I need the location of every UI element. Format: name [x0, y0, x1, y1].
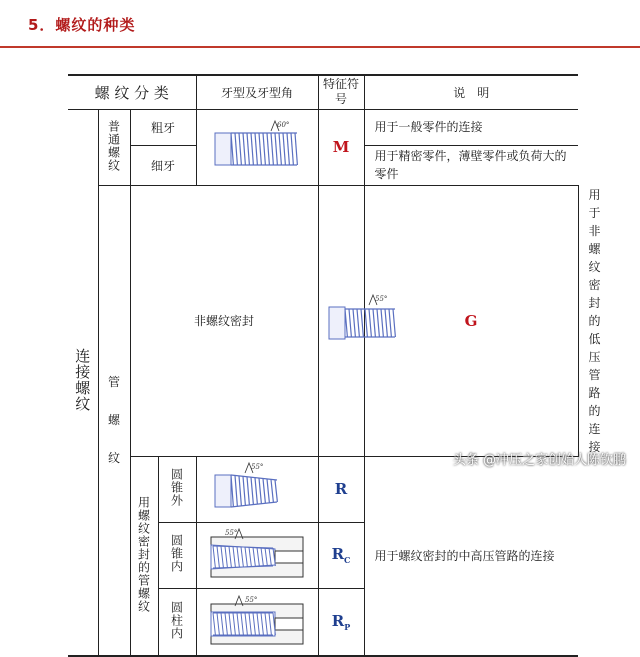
group-pipe-bottom: 纹	[107, 451, 120, 466]
row-label-coarse: 粗牙	[130, 109, 196, 145]
header-symbol: 特征符号	[318, 75, 364, 109]
thread-line	[239, 476, 241, 506]
header-profile: 牙型及牙型角	[196, 75, 318, 109]
page-title: 5．螺纹的种类	[28, 16, 136, 34]
cyl-int-thread-figure	[205, 594, 309, 650]
symbol-M-cell	[318, 109, 364, 185]
cone-int-thread-figure	[205, 527, 309, 583]
desc-sealed: 用于螺纹密封的中高压管路的连接	[364, 456, 578, 656]
row-label-cyl-int: 圆柱内	[158, 588, 196, 656]
symbol-R: R	[334, 480, 348, 498]
symbol-Rc: $R_C$	[331, 545, 351, 565]
symbol-Rp-cell	[318, 588, 364, 656]
thread-line	[275, 480, 277, 502]
symbol-G-cell	[364, 185, 578, 456]
thread-line	[243, 133, 245, 165]
thread-line	[357, 309, 359, 337]
group-sealed-pipe: 用螺纹密封的管螺纹	[130, 456, 158, 656]
profile-non-sealed	[318, 185, 387, 456]
thread-outline	[231, 502, 277, 507]
thread-types-table	[68, 74, 601, 657]
row-label-non-sealed: 非螺纹密封	[130, 185, 318, 456]
symbol-Rp: $R_P$	[331, 611, 351, 632]
thread-line	[349, 309, 351, 337]
thread-line	[287, 133, 289, 165]
thread-line	[291, 133, 293, 165]
group-pipe-mid: 螺	[107, 413, 120, 428]
thread-outline	[231, 475, 277, 480]
thread-line	[271, 480, 273, 503]
angle-55-label-1: 55°	[374, 294, 387, 303]
thread-line	[235, 133, 237, 165]
row-non-sealed: 管 螺 纹 非螺纹密封 55° G 用于非螺纹密封的低压管路的连接	[68, 185, 578, 456]
angle-55-label-3: 55°	[225, 529, 238, 537]
thread-line	[255, 133, 257, 165]
group-pipe-top: 管	[107, 375, 120, 390]
thread-line	[263, 479, 265, 504]
header-category: 螺 纹 分 类	[68, 75, 196, 109]
profile-cone-int	[196, 522, 318, 588]
profile-cyl-int	[196, 588, 318, 656]
thread-line	[267, 133, 269, 165]
thread-line	[275, 133, 277, 165]
thread-line	[243, 476, 245, 505]
header-row	[68, 75, 578, 109]
header-description: 说 明	[364, 75, 578, 109]
thread-line	[295, 133, 297, 165]
thread-line	[251, 477, 253, 504]
thread-line	[279, 133, 281, 165]
group-connecting: 连接螺纹	[68, 109, 98, 656]
watermark: 头条 @冲压之家创始人陈钦鹏	[452, 453, 626, 468]
thread-line	[255, 478, 257, 505]
thread-line	[247, 477, 249, 505]
group-pipe	[98, 185, 130, 656]
angle-60-label: 60°	[277, 121, 290, 129]
thread-line	[283, 133, 285, 165]
symbol-G: G	[464, 311, 478, 330]
thread-line	[353, 309, 355, 337]
profile-cone-ext	[196, 456, 318, 522]
thread-line	[235, 475, 237, 506]
thread-line	[239, 133, 241, 165]
row-label-cone-ext: 圆锥外	[158, 456, 196, 522]
angle-55-label-4: 55°	[245, 595, 258, 604]
group-ordinary: 普通螺纹	[98, 109, 130, 185]
ordinary-thread-figure	[205, 119, 309, 175]
row-label-fine: 细牙	[130, 145, 196, 185]
thread-line	[263, 133, 265, 165]
desc-coarse: 用于一般零件的连接	[364, 109, 578, 145]
row-label-cone-int: 圆锥内	[158, 522, 196, 588]
thread-line	[247, 133, 249, 165]
symbol-M: M	[332, 138, 350, 156]
row-coarse	[68, 109, 578, 145]
thread-line	[259, 478, 261, 504]
symbol-R-cell	[318, 456, 364, 522]
thread-line	[259, 133, 261, 165]
profile-ordinary	[196, 109, 318, 185]
angle-55-label-2: 55°	[251, 463, 264, 471]
thread-line	[361, 309, 363, 337]
symbol-Rc-cell	[318, 522, 364, 588]
cone-ext-thread-figure	[205, 461, 309, 517]
thread-line	[267, 479, 269, 503]
thread-line	[271, 133, 273, 165]
desc-fine: 用于精密零件，薄壁零件或负荷大的零件	[364, 145, 578, 185]
thread-line	[251, 133, 253, 165]
title-divider	[0, 46, 640, 48]
